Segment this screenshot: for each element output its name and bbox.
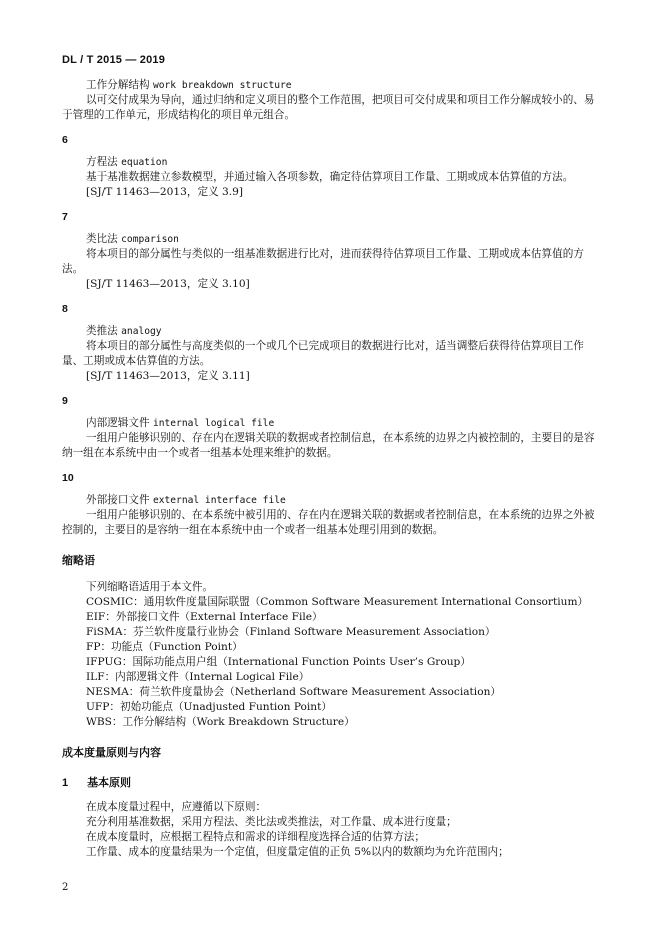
abbreviations-heading: 缩略语 (62, 555, 95, 567)
term-en: analogy (121, 326, 162, 337)
abbreviation-item: COSMIC：通用软件度量国际联盟（Common Software Measurement International Consortium） (86, 596, 589, 608)
term-number: 8 (62, 303, 68, 315)
term-number: 10 (62, 472, 74, 484)
term-cn: 类推法 (86, 325, 118, 337)
term-cn: 外部接口文件 (86, 494, 150, 506)
abbreviation-item: IFPUG：国际功能点用户组（International Function Points User’s Group） (86, 656, 471, 668)
term-title (86, 416, 604, 431)
term-definition: 一组用户能够识别的、在本系统中被引用的、存在内在逻辑关联的数据或者控制信息，在本系统的边界之外被控制的，主要目的是容纳一组在本系统中由一个或者一组基本处理引用到的数据。 (62, 509, 595, 536)
term-cn: 类比法 (86, 233, 118, 245)
abbreviations-intro: 下列缩略语适用于本文件。 (86, 581, 214, 593)
term-title (86, 493, 604, 508)
abbreviation-item: UFP：初始功能点（Unadjusted Funtion Point） (86, 701, 332, 713)
term-entry (62, 78, 604, 123)
term-number: 6 (62, 134, 68, 146)
term-number: 7 (62, 211, 68, 223)
term-en: work breakdown structure (152, 80, 292, 91)
page-number: 2 (62, 882, 69, 893)
term-source: [SJ/T 11463—2013，定义 3.9] (86, 186, 244, 198)
term-entry (62, 471, 604, 538)
term-cn: 内部逻辑文件 (86, 417, 150, 429)
term-entry (62, 302, 604, 384)
term-cn: 方程法 (86, 156, 118, 168)
abbreviation-item: FiSMA：芬兰软件度量行业协会（Finland Software Measurement Association） (86, 626, 496, 638)
term-definition: 基于基准数据建立参数模型，并通过输入各项参数，确定待估算项目工作量、工期或成本估算值的方法。 (86, 171, 574, 183)
abbreviation-item: WBS：工作分解结构（Work Breakdown Structure） (86, 716, 355, 728)
abbreviation-item: EIF：外部接口文件（External Interface File） (86, 611, 323, 623)
term-en: external interface file (152, 495, 286, 506)
term-title (86, 324, 604, 339)
section-heading: 成本度量原则与内容 (62, 747, 161, 759)
term-en: internal logical file (152, 418, 275, 429)
term-definition: 一组用户能够识别的、存在内在逻辑关联的数据或者控制信息，在本系统的边界之内被控制的，主要目的是容纳一组在本系统中由一个或者一组基本处理来维护的数据。 (62, 432, 595, 459)
document-code: DL / T 2015 — 2019 (62, 54, 166, 66)
term-definition: 以可交付成果为导向，通过归纳和定义项目的整个工作范围，把项目可交付成果和项目工作分解成较小的、易于管理的工作单元，形成结构化的项目单元组合。 (62, 94, 595, 121)
term-entry (62, 394, 604, 461)
term-title (86, 78, 604, 93)
abbreviation-item: FP：功能点（Function Point） (86, 641, 243, 653)
term-source: [SJ/T 11463—2013，定义 3.11] (86, 370, 250, 382)
principle-line: 充分利用基准数据，采用方程法、类比法或类推法，对工作量、成本进行度量； (86, 816, 457, 828)
principle-line: 在成本度量时，应根据工程特点和需求的详细程度选择合适的估算方法； (86, 831, 425, 843)
term-cn: 工作分解结构 (86, 79, 150, 91)
term-en: equation (121, 157, 168, 168)
principle-line: 在成本度量过程中，应遵循以下原则： (86, 801, 267, 813)
term-number: 9 (62, 395, 68, 407)
term-entry (62, 210, 604, 292)
abbreviations-list (62, 580, 604, 730)
term-definition: 将本项目的部分属性与类似的一组基准数据进行比对，进而获得待估算项目工作量、工期或成本估算值的方法。 (62, 248, 584, 275)
term-source: [SJ/T 11463—2013，定义 3.10] (86, 278, 250, 290)
term-definition: 将本项目的部分属性与高度类似的一个或几个已完成项目的数据进行比对，适当调整后获得待估算项目工作量、工期或成本估算值的方法。 (62, 340, 584, 367)
term-title (86, 155, 604, 170)
page-content (62, 78, 604, 860)
abbreviation-item: NESMA：荷兰软件度量协会（Netherland Software Measurement Association） (86, 686, 501, 698)
subsection-number: 1 (62, 777, 69, 789)
term-en: comparison (121, 234, 179, 245)
abbreviation-item: ILF：内部逻辑文件（Internal Logical File） (86, 671, 310, 683)
term-entry (62, 133, 604, 200)
term-title (86, 232, 604, 247)
subsection-title: 基本原则 (87, 777, 132, 789)
subsection-heading (62, 774, 604, 790)
principle-line: 工作量、成本的度量结果为一个定值，但度量定值的正负 5%以内的数额均为允许范围内； (86, 846, 509, 858)
